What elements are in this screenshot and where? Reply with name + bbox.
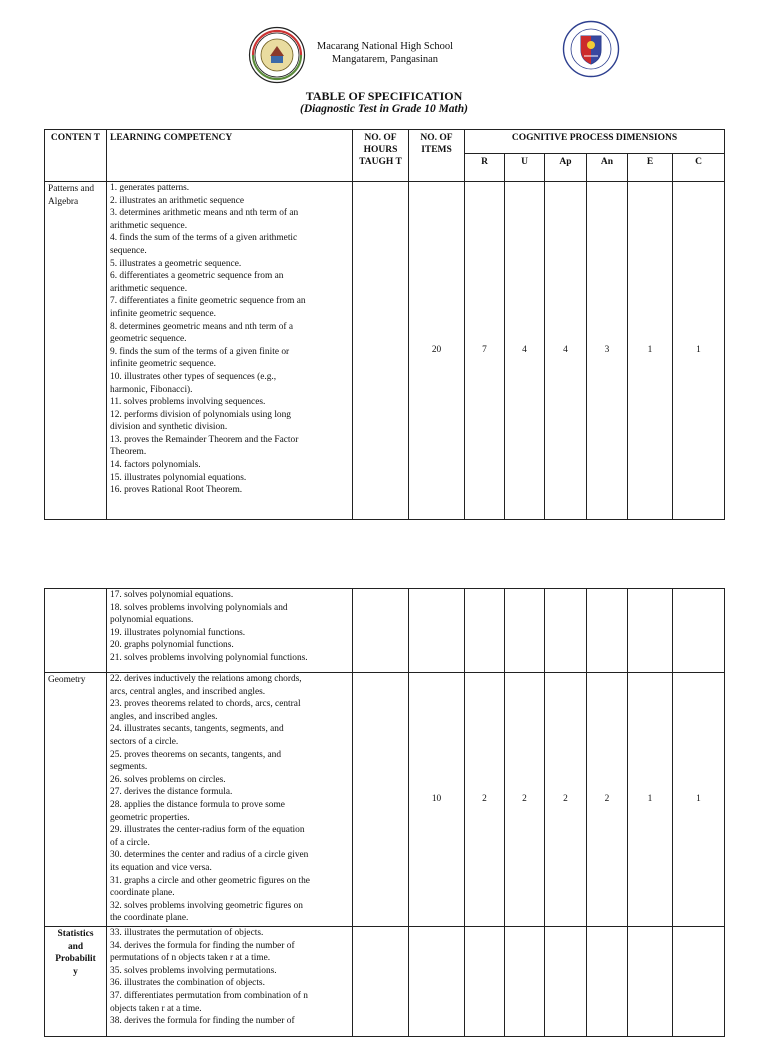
competency-line: sectors of a circle. <box>110 736 179 747</box>
hours-cell <box>353 589 409 673</box>
competency-line: 20. graphs polynomial functions. <box>110 640 234 651</box>
competency-line: of a circle. <box>110 837 150 848</box>
competency-line: 24. illustrates secants, tangents, segments, and <box>110 724 284 735</box>
header-cognitive-dimensions: COGNITIVE PROCESS DIMENSIONS <box>465 130 725 154</box>
school-address: Mangatarem, Pangasinan <box>331 54 439 65</box>
competency-line: 9. finds the sum of the terms of a given finite or <box>110 346 290 357</box>
competency-line: 26. solves problems on circles. <box>110 774 226 785</box>
hours-cell <box>353 927 409 1037</box>
competency-line: 10. illustrates other types of sequences (e.g., <box>110 371 277 382</box>
header-learning-competency: LEARNING COMPETENCY <box>107 130 353 182</box>
competency-line: 4. finds the sum of the terms of a given arithmetic <box>110 233 298 244</box>
competency-line: sequence. <box>110 245 147 256</box>
competency-line: 6. differentiates a geometric sequence from an <box>110 271 284 282</box>
dim-c-cell <box>673 927 725 1037</box>
competency-line: 14. factors polynomials. <box>110 460 201 471</box>
dim-c-cell: 1 <box>673 673 725 927</box>
dim-r-cell: 7 <box>465 182 505 520</box>
competency-line: Probabilit <box>55 954 96 965</box>
competency-line: 33. illustrates the permutation of objects. <box>110 928 264 938</box>
competency-line: 23. proves theorems related to chords, arcs, central <box>110 699 301 710</box>
dim-u-cell: 2 <box>505 673 545 927</box>
competency-line: 17. solves polynomial equations. <box>110 590 234 600</box>
school-logo <box>248 26 306 84</box>
content-statistics-probability <box>45 927 107 1037</box>
competency-list <box>107 673 353 927</box>
header-no-of-items: NO. OF ITEMS <box>409 130 465 182</box>
competency-line: its equation and vice versa. <box>110 862 212 873</box>
competency-line: Statistics <box>57 929 94 939</box>
competency-line: 28. applies the distance formula to prove some <box>110 799 285 810</box>
content-continued <box>45 589 107 673</box>
content-geometry: Geometry <box>45 673 107 927</box>
dim-ap-cell <box>545 927 587 1037</box>
competency-line: 18. solves problems involving polynomials and <box>110 602 288 613</box>
dim-r-cell <box>465 589 505 673</box>
competency-line: 15. illustrates polynomial equations. <box>110 472 247 483</box>
competency-line: arithmetic sequence. <box>110 283 188 294</box>
dim-e-cell <box>628 589 673 673</box>
dim-an-cell <box>587 589 628 673</box>
school-info <box>300 40 470 66</box>
deped-logo <box>562 20 620 78</box>
competency-line: 34. derives the formula for finding the number of <box>110 940 295 951</box>
dim-e-cell: 1 <box>628 182 673 520</box>
competency-line: segments. <box>110 762 148 773</box>
competency-line: 22. derives inductively the relations among chords, <box>110 674 302 684</box>
dim-ap-cell: 4 <box>545 182 587 520</box>
competency-line: 38. derives the formula for finding the number of <box>110 1016 295 1027</box>
competency-line: 3. determines arithmetic means and nth term of an <box>110 208 299 219</box>
competency-list <box>107 927 353 1037</box>
competency-line: and <box>67 941 84 952</box>
competency-list <box>107 182 353 520</box>
header-dim-e: E <box>628 154 673 182</box>
competency-line: infinite geometric sequence. <box>110 359 216 370</box>
competency-line: infinite geometric sequence. <box>110 308 216 319</box>
competency-line: 36. illustrates the combination of objects. <box>110 978 265 989</box>
competency-line: objects taken r at a time. <box>110 1003 202 1014</box>
competency-line: 7. differentiates a finite geometric sequence from an <box>110 296 306 307</box>
header-dim-an: An <box>587 154 628 182</box>
competency-line: 11. solves problems involving sequences. <box>110 397 266 408</box>
header-content: CONTEN T <box>45 130 107 182</box>
dim-ap-cell: 2 <box>545 673 587 927</box>
competency-line: geometric sequence. <box>110 334 187 345</box>
competency-line: Theorem. <box>110 447 147 458</box>
table-of-specification-part2 <box>44 588 725 1037</box>
competency-line: geometric properties. <box>110 812 190 823</box>
competency-line: arithmetic sequence. <box>110 220 188 231</box>
competency-line: the coordinate plane. <box>110 913 189 924</box>
competency-line: 25. proves theorems on secants, tangents, and <box>110 749 282 760</box>
hours-cell <box>353 673 409 927</box>
competency-line: harmonic, Fibonacci). <box>110 384 193 395</box>
competency-line: 1. generates patterns. <box>110 183 190 193</box>
competency-line: 16. proves Rational Root Theorem. <box>110 485 243 496</box>
competency-line: 29. illustrates the center-radius form of the equation <box>110 825 305 836</box>
dim-c-cell <box>673 589 725 673</box>
competency-line: 12. performs division of polynomials using long <box>110 409 291 420</box>
items-cell <box>409 589 465 673</box>
dim-an-cell: 3 <box>587 182 628 520</box>
competency-line: y <box>73 966 78 977</box>
competency-line: 30. determines the center and radius of a circle given <box>110 850 309 861</box>
competency-line: permutations of n objects taken r at a time. <box>110 953 271 964</box>
competency-line: 8. determines geometric means and nth term of a <box>110 321 294 332</box>
content-patterns-algebra: Patterns and Algebra <box>45 182 107 520</box>
competency-line: 19. illustrates polynomial functions. <box>110 627 246 638</box>
competency-line: 2. illustrates an arithmetic sequence <box>110 195 245 206</box>
hours-cell <box>353 182 409 520</box>
competency-line: division and synthetic division. <box>110 422 228 433</box>
dim-u-cell <box>505 589 545 673</box>
header-hours-taught: NO. OF HOURS TAUGH T <box>353 130 409 182</box>
dim-e-cell <box>628 927 673 1037</box>
dim-ap-cell <box>545 589 587 673</box>
table-of-specification-part1 <box>44 129 725 520</box>
competency-line: 27. derives the distance formula. <box>110 787 233 798</box>
items-cell: 10 <box>409 673 465 927</box>
header-dim-c: C <box>673 154 725 182</box>
header-dim-ap: Ap <box>545 154 587 182</box>
dim-c-cell: 1 <box>673 182 725 520</box>
competency-line: arcs, central angles, and inscribed angles. <box>110 686 266 697</box>
dim-u-cell <box>505 927 545 1037</box>
competency-line: angles, and inscribed angles. <box>110 711 218 722</box>
competency-line: 5. illustrates a geometric sequence. <box>110 258 242 269</box>
dim-u-cell: 4 <box>505 182 545 520</box>
dim-an-cell: 2 <box>587 673 628 927</box>
competency-list <box>107 589 353 673</box>
header-dim-u: U <box>505 154 545 182</box>
document-subtitle: (Diagnostic Test in Grade 10 Math) <box>300 103 468 115</box>
competency-line: 31. graphs a circle and other geometric figures on the <box>110 875 310 886</box>
competency-line: 13. proves the Remainder Theorem and the Factor <box>110 434 299 445</box>
dim-r-cell <box>465 927 505 1037</box>
header-dim-r: R <box>465 154 505 182</box>
items-cell <box>409 927 465 1037</box>
dim-e-cell: 1 <box>628 673 673 927</box>
competency-line: 32. solves problems involving geometric figures on <box>110 900 303 911</box>
competency-line: polynomial equations. <box>110 615 194 626</box>
competency-line: coordinate plane. <box>110 888 175 899</box>
competency-line: 35. solves problems involving permutations. <box>110 965 277 976</box>
document-title: TABLE OF SPECIFICATION <box>305 89 463 103</box>
competency-line: 37. differentiates permutation from combination of n <box>110 990 308 1001</box>
school-name: Macarang National High School <box>316 41 454 52</box>
dim-r-cell: 2 <box>465 673 505 927</box>
items-cell: 20 <box>409 182 465 520</box>
competency-line: 21. solves problems involving polynomial functions. <box>110 652 308 663</box>
dim-an-cell <box>587 927 628 1037</box>
